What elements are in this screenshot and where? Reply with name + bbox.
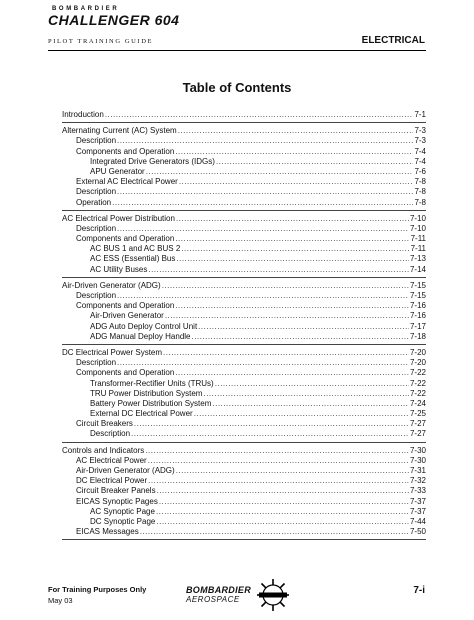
toc-entry[interactable] bbox=[62, 348, 426, 358]
toc-entry-label: AC ESS (Essential) Bus bbox=[90, 254, 176, 264]
toc-entry[interactable] bbox=[62, 466, 426, 476]
toc-entry-label: Description bbox=[76, 358, 117, 368]
toc-entry-page: 7-3 bbox=[414, 136, 426, 146]
footer-logo-bottom: AEROSPACE bbox=[186, 595, 240, 604]
toc-leader-dots bbox=[148, 265, 409, 275]
toc-entry-page: 7-8 bbox=[414, 187, 426, 197]
toc-leader-dots bbox=[176, 214, 409, 224]
toc-leader-dots bbox=[146, 167, 414, 177]
toc-entry-page: 7-1 bbox=[414, 110, 426, 119]
toc-entry-page: 7-4 bbox=[414, 156, 426, 166]
toc-leader-dots bbox=[112, 198, 413, 208]
toc-entry-label: Components and Operation bbox=[76, 234, 175, 244]
toc-entry[interactable] bbox=[62, 301, 426, 311]
toc-entry-page: 7-6 bbox=[414, 166, 426, 176]
toc-entry-page: 7-33 bbox=[409, 486, 426, 496]
toc-entry-page: 7-11 bbox=[410, 234, 426, 244]
toc-leader-dots bbox=[179, 177, 414, 187]
guide-title: PILOT TRAINING GUIDE bbox=[48, 38, 154, 45]
toc-entry[interactable] bbox=[62, 322, 426, 332]
toc-entry-page: 7-8 bbox=[414, 197, 426, 207]
toc-entry-page: 7-10 bbox=[409, 213, 426, 223]
toc-leader-dots bbox=[117, 136, 413, 146]
toc-entry-page: 7-3 bbox=[414, 126, 426, 136]
toc-leader-dots bbox=[175, 234, 409, 244]
toc-entry[interactable] bbox=[62, 332, 426, 342]
toc-leader-dots bbox=[175, 147, 413, 157]
toc-entry-page: 7-13 bbox=[409, 254, 426, 264]
toc-entry-page: 7-30 bbox=[409, 455, 426, 465]
toc-leader-dots bbox=[203, 389, 409, 399]
toc-entry-page: 7-11 bbox=[410, 244, 426, 254]
toc-entry-label: AC Synoptic Page bbox=[90, 506, 155, 516]
toc-entry-label: Description bbox=[76, 291, 117, 300]
toc-entry-label: Description bbox=[76, 187, 117, 197]
toc-leader-dots bbox=[145, 446, 409, 456]
toc-entry-page: 7-22 bbox=[409, 378, 426, 388]
toc-leader-dots bbox=[156, 517, 409, 527]
toc-entry-page: 7-14 bbox=[409, 264, 426, 274]
toc-leader-dots bbox=[159, 497, 409, 507]
header-divider bbox=[48, 50, 426, 51]
toc-leader-dots bbox=[165, 311, 409, 321]
toc-entry-label: EICAS Synoptic Pages bbox=[76, 496, 158, 506]
brand-logo bbox=[48, 6, 179, 28]
toc-entry-label: Description bbox=[76, 136, 117, 146]
toc-entry[interactable] bbox=[62, 244, 426, 254]
toc-entry[interactable] bbox=[62, 136, 426, 146]
toc-leader-dots bbox=[117, 358, 409, 368]
toc-entry[interactable] bbox=[62, 147, 426, 157]
toc-entry-label: AC Electrical Power bbox=[76, 455, 147, 465]
toc-entry[interactable] bbox=[62, 358, 426, 368]
toc-leader-dots bbox=[131, 429, 409, 439]
toc-entry-page: 7-31 bbox=[409, 466, 426, 475]
toc-entry[interactable] bbox=[62, 291, 426, 301]
toc-leader-dots bbox=[175, 301, 409, 311]
toc-leader-dots bbox=[117, 291, 409, 301]
toc-entry-label: Controls and Indicators bbox=[62, 445, 145, 455]
toc-entry[interactable] bbox=[62, 527, 426, 537]
toc-entry[interactable] bbox=[62, 429, 426, 439]
toc-entry[interactable] bbox=[62, 167, 426, 177]
toc-entry-label: APU Generator bbox=[90, 166, 145, 176]
brand-main: CHALLENGER 604 bbox=[48, 12, 180, 28]
toc-leader-dots bbox=[178, 126, 414, 136]
toc-leader-dots bbox=[117, 187, 413, 197]
toc-entry[interactable] bbox=[62, 379, 426, 389]
toc-entry-page: 7-25 bbox=[409, 409, 426, 419]
toc-entry-label: Circuit Breakers bbox=[76, 419, 133, 429]
toc-leader-dots bbox=[192, 332, 409, 342]
toc-entry-label: Alternating Current (AC) System bbox=[62, 126, 177, 136]
toc-entry-page: 7-20 bbox=[409, 358, 426, 368]
toc-entry[interactable] bbox=[62, 254, 426, 264]
footer-logo-top: BOMBARDIER bbox=[186, 585, 251, 595]
toc-entry-label: ADG Auto Deploy Control Unit bbox=[90, 321, 198, 331]
toc-entry-label: ADG Manual Deploy Handle bbox=[90, 331, 191, 341]
toc-group bbox=[62, 281, 426, 345]
toc-leader-dots bbox=[156, 507, 409, 517]
toc-entry-label: External DC Electrical Power bbox=[90, 409, 193, 419]
toc-entry-page: 7-37 bbox=[409, 496, 426, 506]
toc-entry-label: DC Electrical Power System bbox=[62, 347, 163, 357]
toc-entry-page: 7-17 bbox=[409, 321, 426, 331]
footer-logo bbox=[186, 585, 251, 604]
toc-entry-label: Battery Power Distribution System bbox=[90, 398, 212, 408]
toc-entry-page: 7-20 bbox=[409, 347, 426, 357]
toc-leader-dots bbox=[194, 409, 409, 419]
toc-entry-page: 7-22 bbox=[409, 368, 426, 378]
toc-entry[interactable] bbox=[62, 456, 426, 466]
toc-entry-label: TRU Power Distribution System bbox=[90, 388, 203, 398]
toc-entry-label: Operation bbox=[76, 197, 112, 207]
toc-leader-dots bbox=[198, 322, 409, 332]
toc-entry[interactable] bbox=[62, 187, 426, 197]
toc-entry[interactable] bbox=[62, 126, 426, 136]
toc-entry[interactable] bbox=[62, 409, 426, 419]
toc-entry-page: 7-18 bbox=[409, 331, 426, 341]
toc-leader-dots bbox=[176, 254, 409, 264]
toc-entry-label: Description bbox=[90, 429, 131, 439]
toc-leader-dots bbox=[175, 368, 409, 378]
toc-entry[interactable] bbox=[62, 389, 426, 399]
toc-leader-dots bbox=[212, 399, 409, 409]
toc-entry[interactable] bbox=[62, 476, 426, 486]
toc-entry[interactable] bbox=[62, 265, 426, 275]
toc-entry[interactable] bbox=[62, 281, 426, 291]
toc-entry-label: Introduction bbox=[62, 110, 104, 119]
toc-entry-page: 7-15 bbox=[409, 291, 426, 300]
toc-entry-label: AC Utility Buses bbox=[90, 264, 148, 274]
toc-entry-label: Integrated Drive Generators (IDGs) bbox=[90, 156, 215, 166]
toc-entry-label: Components and Operation bbox=[76, 146, 175, 156]
toc-entry-page: 7-15 bbox=[409, 280, 426, 290]
toc-entry-label: Components and Operation bbox=[76, 301, 175, 311]
toc-entry-label: Description bbox=[76, 223, 117, 233]
toc-entry[interactable] bbox=[62, 368, 426, 378]
toc-entry-page: 7-16 bbox=[409, 311, 426, 321]
toc-leader-dots bbox=[216, 157, 414, 167]
toc-entry-page: 7-50 bbox=[409, 527, 426, 537]
toc-entry[interactable] bbox=[62, 446, 426, 456]
toc-entry[interactable] bbox=[62, 497, 426, 507]
toc-entry-page: 7-24 bbox=[409, 398, 426, 408]
toc-entry-page: 7-8 bbox=[414, 177, 426, 187]
toc-leader-dots bbox=[134, 419, 409, 429]
toc-entry-page: 7-30 bbox=[409, 445, 426, 455]
toc-entry[interactable] bbox=[62, 311, 426, 321]
toc-leader-dots bbox=[105, 110, 414, 120]
brand-top: BOMBARDIER bbox=[52, 6, 120, 12]
toc-entry-label: AC BUS 1 and AC BUS 2 bbox=[90, 244, 181, 254]
toc-entry-page: 7-10 bbox=[409, 223, 426, 233]
toc-leader-dots bbox=[181, 244, 409, 254]
toc-entry-label: DC Synoptic Page bbox=[90, 516, 156, 526]
toc-entry-page: 7-22 bbox=[409, 388, 426, 398]
toc-entry-label: External AC Electrical Power bbox=[76, 177, 178, 187]
toc-leader-dots bbox=[163, 348, 409, 358]
toc-entry-label: Air-Driven Generator (ADG) bbox=[76, 466, 175, 475]
toc-entry-page: 7-16 bbox=[409, 301, 426, 311]
toc-entry[interactable] bbox=[62, 486, 426, 496]
toc-entry-label: Transformer-Rectifier Units (TRUs) bbox=[90, 378, 214, 388]
toc-entry-page: 7-44 bbox=[409, 516, 426, 526]
toc-leader-dots bbox=[117, 224, 409, 234]
toc-entry-label: Air-Driven Generator (ADG) bbox=[62, 280, 161, 290]
section-title: ELECTRICAL bbox=[361, 35, 425, 46]
toc-leader-dots bbox=[148, 456, 409, 466]
table-of-contents bbox=[62, 110, 426, 543]
toc-entry-label: Components and Operation bbox=[76, 368, 175, 378]
toc-leader-dots bbox=[215, 379, 409, 389]
toc-entry[interactable] bbox=[62, 224, 426, 234]
toc-entry[interactable] bbox=[62, 507, 426, 517]
toc-group bbox=[62, 110, 426, 123]
footer-notice: For Training Purposes Only bbox=[48, 585, 147, 594]
toc-entry-label: AC Electrical Power Distribution bbox=[62, 213, 175, 223]
toc-entry[interactable] bbox=[62, 110, 426, 120]
toc-entry-page: 7-37 bbox=[409, 506, 426, 516]
toc-leader-dots bbox=[140, 527, 409, 537]
toc-leader-dots bbox=[157, 486, 409, 496]
toc-entry[interactable] bbox=[62, 214, 426, 224]
page-title: Table of Contents bbox=[182, 80, 292, 95]
seal-icon bbox=[256, 578, 290, 612]
toc-entry-label: EICAS Messages bbox=[76, 527, 139, 537]
toc-entry[interactable] bbox=[62, 419, 426, 429]
toc-entry-page: 7-4 bbox=[414, 146, 426, 156]
footer-left bbox=[48, 584, 146, 606]
toc-entry-label: DC Electrical Power bbox=[76, 476, 148, 486]
toc-group bbox=[62, 214, 426, 278]
toc-entry[interactable] bbox=[62, 198, 426, 208]
toc-entry-page: 7-32 bbox=[409, 476, 426, 486]
toc-entry-label: Circuit Breaker Panels bbox=[76, 486, 156, 496]
toc-entry-page: 7-27 bbox=[409, 429, 426, 439]
toc-entry[interactable] bbox=[62, 157, 426, 167]
toc-entry-page: 7-27 bbox=[409, 419, 426, 429]
page-number: 7-i bbox=[413, 585, 425, 596]
toc-entry-label: Air-Driven Generator bbox=[90, 311, 164, 321]
toc-group bbox=[62, 126, 426, 211]
toc-entry[interactable] bbox=[62, 399, 426, 409]
toc-leader-dots bbox=[148, 476, 409, 486]
footer-date: May 03 bbox=[48, 596, 73, 605]
toc-entry[interactable] bbox=[62, 234, 426, 244]
toc-group bbox=[62, 446, 426, 541]
toc-entry[interactable] bbox=[62, 517, 426, 527]
toc-entry[interactable] bbox=[62, 177, 426, 187]
toc-leader-dots bbox=[176, 466, 409, 476]
toc-group bbox=[62, 348, 426, 443]
toc-leader-dots bbox=[162, 281, 409, 291]
